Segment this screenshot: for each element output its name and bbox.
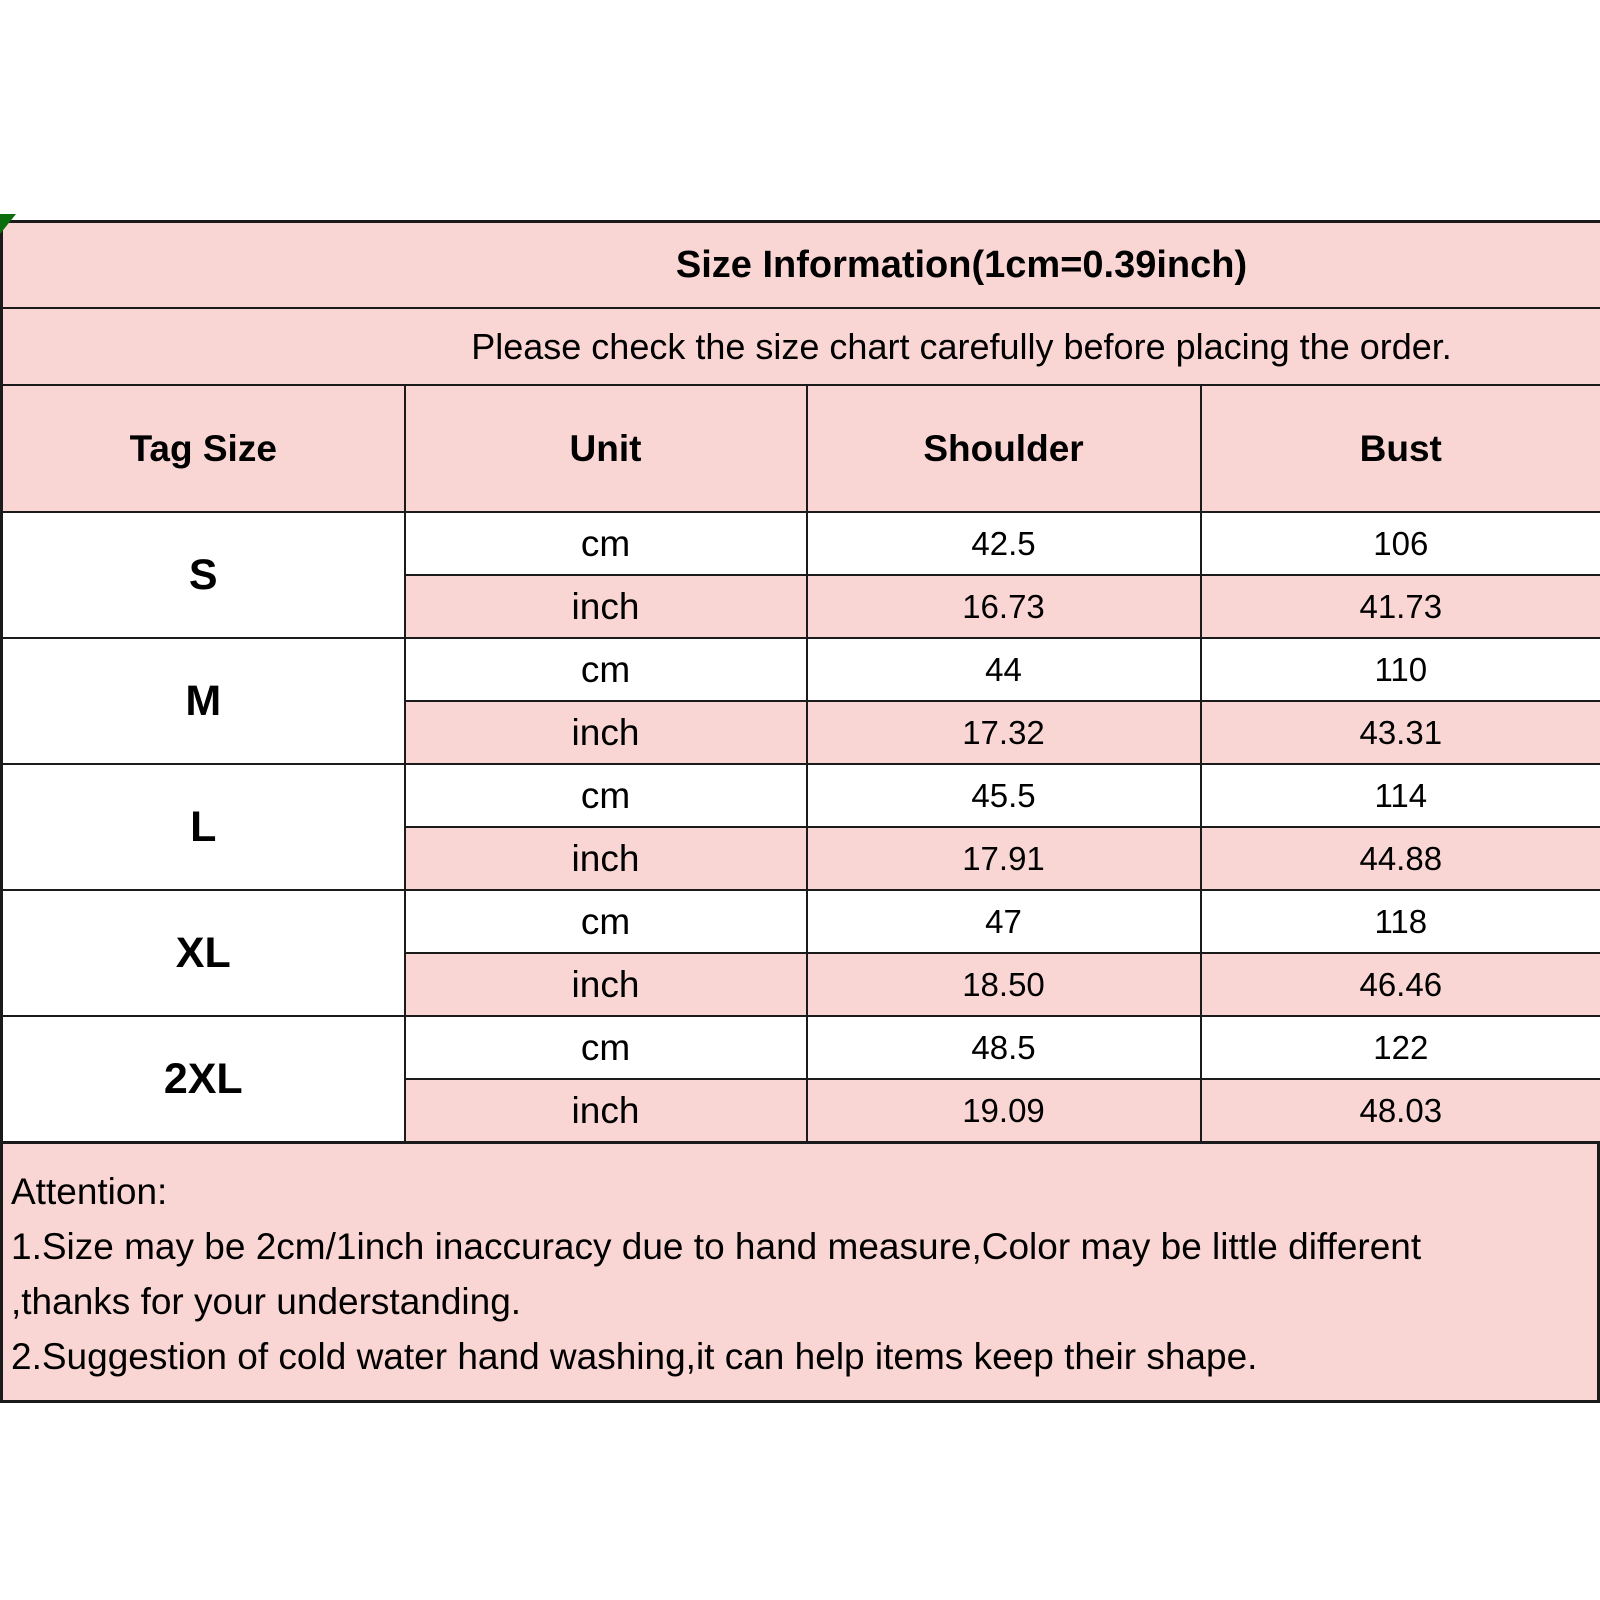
unit-cell: cm — [405, 890, 807, 953]
unit-cell: inch — [405, 827, 807, 890]
shoulder-value-cell: 48.5 — [807, 1016, 1201, 1079]
unit-cell: inch — [405, 1079, 807, 1143]
subtitle-row — [2, 308, 1600, 385]
size-chart-table — [0, 220, 1600, 1144]
attention-line: 2.Suggestion of cold water hand washing,it can help items keep their shape. — [11, 1336, 1258, 1377]
bust-value-cell: 44.88 — [1201, 827, 1600, 890]
column-header-unit: Unit — [405, 385, 807, 512]
column-header-bust: Bust — [1201, 385, 1600, 512]
bust-value-cell: 43.31 — [1201, 701, 1600, 764]
column-header-shoulder: Shoulder — [807, 385, 1201, 512]
tag-size-cell: S — [2, 512, 405, 638]
column-header-tag-size: Tag Size — [2, 385, 405, 512]
attention-heading: Attention: — [11, 1171, 168, 1212]
tag-size-cell: XL — [2, 890, 405, 1016]
unit-cell: cm — [405, 638, 807, 701]
attention-line: 1.Size may be 2cm/1inch inaccuracy due to hand measure,Color may be little different — [11, 1226, 1422, 1267]
unit-cell: cm — [405, 512, 807, 575]
spreadsheet-corner-marker-icon — [0, 214, 16, 234]
unit-cell: inch — [405, 701, 807, 764]
unit-cell: cm — [405, 1016, 807, 1079]
tag-size-cell: M — [2, 638, 405, 764]
shoulder-value-cell: 17.32 — [807, 701, 1201, 764]
bust-value-cell: 48.03 — [1201, 1079, 1600, 1143]
shoulder-value-cell: 44 — [807, 638, 1201, 701]
shoulder-value-cell: 45.5 — [807, 764, 1201, 827]
attention-line: ,thanks for your understanding. — [11, 1281, 522, 1322]
size-row-s-cm — [2, 512, 1600, 575]
bust-value-cell: 46.46 — [1201, 953, 1600, 1016]
size-row-xl-cm — [2, 890, 1600, 953]
unit-cell: cm — [405, 764, 807, 827]
bust-value-cell: 110 — [1201, 638, 1600, 701]
bust-value-cell: 122 — [1201, 1016, 1600, 1079]
tag-size-cell: 2XL — [2, 1016, 405, 1143]
shoulder-value-cell: 19.09 — [807, 1079, 1201, 1143]
title-row — [2, 222, 1600, 309]
bust-value-cell: 106 — [1201, 512, 1600, 575]
attention-note — [0, 1144, 1600, 1403]
size-chart-title: Size Information(1cm=0.39inch) — [2, 222, 1600, 309]
size-row-m-cm — [2, 638, 1600, 701]
size-row-l-cm — [2, 764, 1600, 827]
size-row-2xl-cm — [2, 1016, 1600, 1079]
bust-value-cell: 41.73 — [1201, 575, 1600, 638]
bust-value-cell: 114 — [1201, 764, 1600, 827]
unit-cell: inch — [405, 953, 807, 1016]
size-chart-subtitle: Please check the size chart carefully before placing the order. — [2, 308, 1600, 385]
bust-value-cell: 118 — [1201, 890, 1600, 953]
unit-cell: inch — [405, 575, 807, 638]
shoulder-value-cell: 18.50 — [807, 953, 1201, 1016]
shoulder-value-cell: 16.73 — [807, 575, 1201, 638]
tag-size-cell: L — [2, 764, 405, 890]
shoulder-value-cell: 42.5 — [807, 512, 1201, 575]
shoulder-value-cell: 47 — [807, 890, 1201, 953]
size-chart-sheet — [0, 220, 1600, 1403]
shoulder-value-cell: 17.91 — [807, 827, 1201, 890]
column-header-row — [2, 385, 1600, 512]
